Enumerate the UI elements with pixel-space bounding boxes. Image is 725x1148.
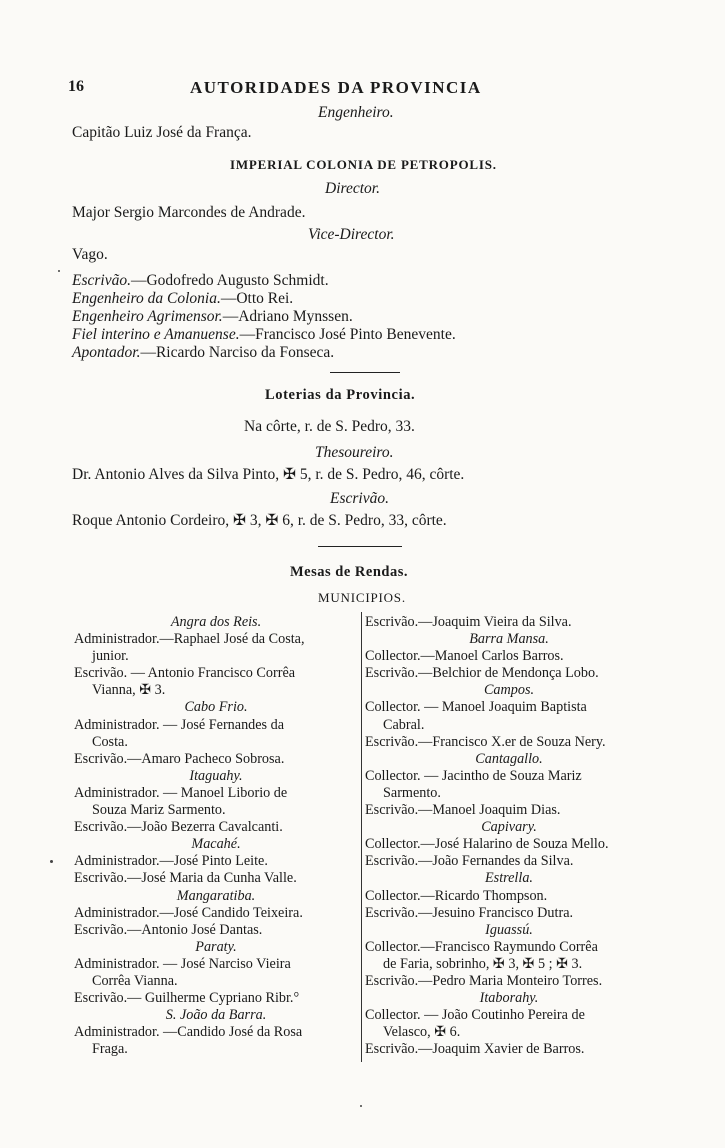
- staff-line: Engenheiro Agrimensor.—Adriano Mynssen.: [72, 308, 353, 325]
- entry-line: Escrivão. — Antonio Francisco Corrêa: [74, 665, 296, 682]
- loterias-address: Na côrte, r. de S. Pedro, 33.: [244, 418, 415, 435]
- entry-line: Collector.—Ricardo Thompson.: [365, 887, 548, 904]
- municipio-heading: Capivary.: [481, 819, 537, 836]
- entry-line: Sarmento.: [383, 784, 441, 801]
- entry-line: Costa.: [92, 733, 128, 750]
- entry-line: Velasco, ✠ 6.: [383, 1024, 461, 1041]
- entry-line: Collector. — João Coutinho Pereira de: [365, 1007, 585, 1024]
- staff-line: Fiel interino e Amanuense.—Francisco José Pinto Benevente.: [72, 326, 456, 343]
- municipio-heading: S. João da Barra.: [165, 1007, 267, 1024]
- entry-line: Escrivão.—José Maria da Cunha Valle.: [74, 870, 297, 887]
- entry-line: Fraga.: [92, 1041, 128, 1058]
- entry-line: Administrador.—Raphael José da Costa,: [74, 631, 305, 648]
- escrivao-heading: Escrivão.: [330, 490, 389, 507]
- section-divider: [318, 546, 402, 547]
- municipio-heading: Cantagallo.: [475, 750, 543, 767]
- loterias-title: Loterias da Provincia.: [265, 387, 416, 403]
- entry-line: Collector.—Francisco Raymundo Corrêa: [365, 938, 598, 955]
- entry-line: Administrador. — Manoel Liborio de: [74, 784, 288, 801]
- entry-line: Escrivão.—Belchior de Mendonça Lobo.: [365, 665, 599, 682]
- entry-line: Escrivão.— Guilherme Cypriano Ribr.°: [74, 990, 300, 1007]
- column-divider: [361, 612, 362, 1062]
- staff-line: Apontador.—Ricardo Narciso da Fonseca.: [72, 344, 335, 361]
- municipio-heading: Campos.: [483, 682, 535, 699]
- thesoureiro-heading: Thesoureiro.: [315, 444, 394, 461]
- director-heading: Director.: [325, 180, 380, 197]
- running-head: AUTORIDADES DA PROVINCIA: [190, 78, 482, 97]
- paper-speck: [360, 1105, 362, 1107]
- thesoureiro-name: Dr. Antonio Alves da Silva Pinto, ✠ 5, r. de S. Pedro, 46, côrte.: [72, 466, 465, 483]
- entry-line: Escrivão.—Joaquim Xavier de Barros.: [365, 1041, 585, 1058]
- entry-line: Collector. — Manoel Joaquim Baptista: [365, 699, 587, 716]
- municipio-heading: Itaguahy.: [189, 767, 243, 784]
- entry-line: Escrivão.—Joaquim Vieira da Silva.: [365, 614, 572, 630]
- entry-line: Collector.—Manoel Carlos Barros.: [365, 648, 564, 665]
- director-name: Major Sergio Marcondes de Andrade.: [72, 204, 306, 221]
- entry-line: Vianna, ✠ 3.: [92, 682, 166, 699]
- entry-line: Escrivão.—Francisco X.er de Souza Nery.: [365, 733, 606, 750]
- right-column: [365, 614, 653, 1058]
- entry-line: Escrivão.—Jesuino Francisco Dutra.: [365, 904, 574, 921]
- municipio-heading: Estrella.: [485, 870, 533, 887]
- mesas-title: Mesas de Rendas.: [290, 564, 408, 580]
- escrivao-name: Roque Antonio Cordeiro, ✠ 3, ✠ 6, r. de S. Pedro, 33, côrte.: [72, 512, 447, 529]
- staff-line: Escrivão.—Godofredo Augusto Schmidt.: [72, 272, 329, 289]
- entry-line: Escrivão.—Manoel Joaquim Dias.: [365, 802, 561, 819]
- section-divider: [330, 372, 400, 373]
- entry-line: Collector. — Jacintho de Souza Mariz: [365, 767, 582, 784]
- entry-line: Escrivão.—João Fernandes da Silva.: [365, 853, 574, 870]
- municipio-heading: Cabo Frio.: [184, 699, 248, 716]
- entry-line: Escrivão.—Antonio José Dantas.: [74, 921, 263, 938]
- municipio-heading: Macahé.: [191, 836, 241, 853]
- entry-line: Administrador. — José Fernandes da: [74, 716, 285, 733]
- colonia-title: IMPERIAL COLONIA DE PETROPOLIS.: [230, 157, 497, 172]
- entry-line: Escrivão.—Amaro Pacheco Sobrosa.: [74, 750, 285, 767]
- entry-line: Administrador.—José Candido Teixeira.: [74, 904, 303, 921]
- engenheiro-name: Capitão Luiz José da França.: [72, 124, 252, 141]
- entry-line: Cabral.: [383, 716, 425, 733]
- entry-line: Administrador. —Candido José da Rosa: [74, 1024, 303, 1041]
- municipio-heading: Paraty.: [195, 938, 237, 955]
- municipio-heading: Angra dos Reis.: [170, 614, 262, 630]
- entry-line: Administrador. — José Narciso Vieira: [74, 955, 291, 972]
- entry-line: junior.: [92, 648, 129, 665]
- municipio-heading: Itaborahy.: [479, 990, 539, 1007]
- staff-line: Engenheiro da Colonia.—Otto Rei.: [72, 290, 294, 307]
- vice-director-name: Vago.: [72, 246, 108, 263]
- entry-line: Collector.—José Halarino de Souza Mello.: [365, 836, 609, 853]
- municipio-heading: Iguassú.: [485, 921, 533, 938]
- mesas-subtitle: MUNICIPIOS.: [318, 590, 406, 605]
- paper-speck: [50, 860, 53, 863]
- entry-line: Corrêa Vianna.: [92, 972, 178, 989]
- entry-line: Escrivão.—Pedro Maria Monteiro Torres.: [365, 972, 603, 989]
- paper-speck: [58, 270, 60, 272]
- entry-line: Administrador.—José Pinto Leite.: [74, 853, 268, 870]
- municipio-heading: Barra Mansa.: [469, 631, 549, 648]
- vice-director-heading: Vice-Director.: [308, 226, 395, 243]
- left-column: [74, 614, 358, 1058]
- entry-line: de Faria, sobrinho, ✠ 3, ✠ 5 ; ✠ 3.: [383, 955, 583, 972]
- entry-line: Escrivão.—João Bezerra Cavalcanti.: [74, 819, 283, 836]
- page-number: 16: [68, 78, 84, 95]
- engenheiro-heading: Engenheiro.: [318, 104, 394, 121]
- entry-line: Souza Mariz Sarmento.: [92, 802, 226, 819]
- municipio-heading: Mangaratiba.: [176, 887, 256, 904]
